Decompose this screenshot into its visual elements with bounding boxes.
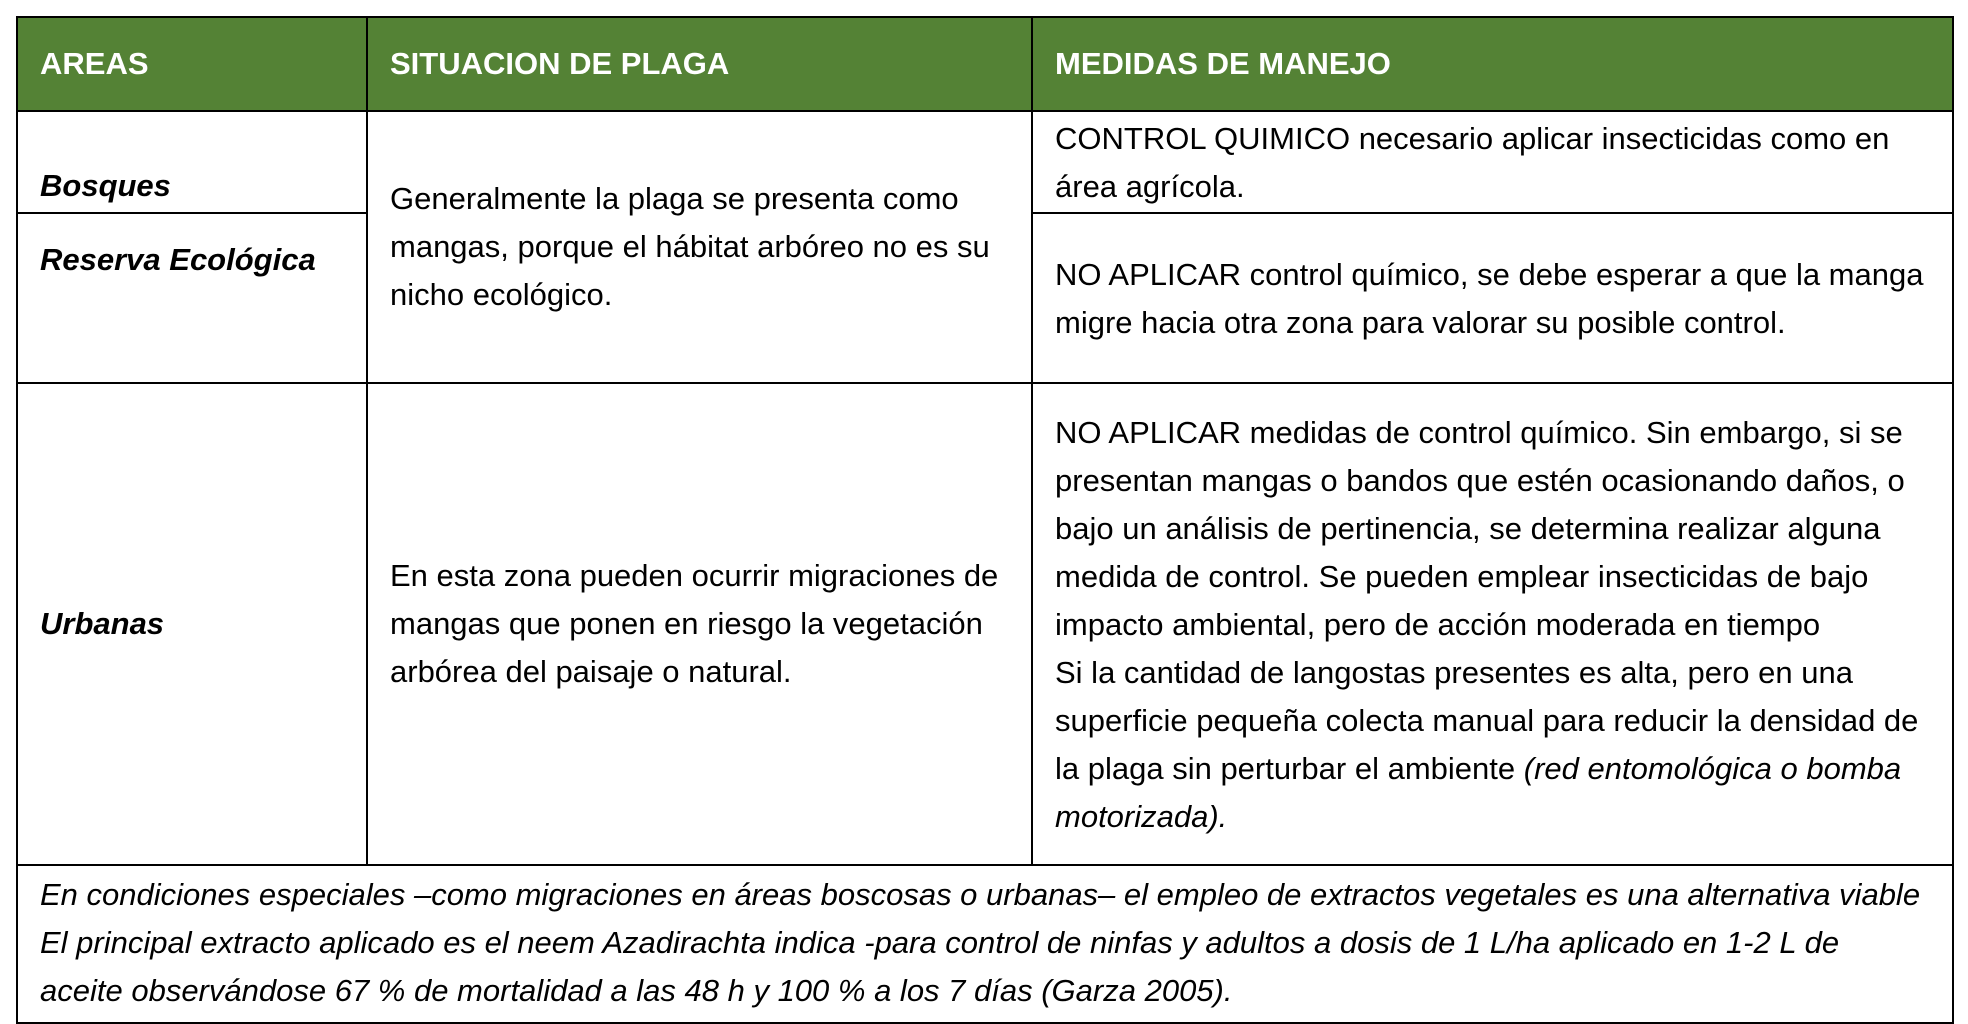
area-urbanas: Urbanas bbox=[17, 383, 367, 865]
medidas-reserva: NO APLICAR control químico, se debe esperar a que la manga migre hacia otra zona para valorar su posible control. bbox=[1032, 213, 1953, 383]
footnote: En condiciones especiales –como migraciones en áreas boscosas o urbanas– el empleo de extractos vegetales es una alternativa viable El principal extracto aplicado es el neem Azadirachta indica -para control de ninfas y adultos a dosis de 1 L/ha aplicado en 1-2 L de aceite observándose 67 % de mortalidad a las 48 h y 100 % a los 7 días (Garza 2005). bbox=[17, 865, 1953, 1023]
medidas-urbanas-p2-italic: (red entomológica o bomba motorizada). bbox=[1055, 751, 1902, 834]
header-situacion: SITUACION DE PLAGA bbox=[367, 17, 1032, 111]
medidas-bosques: CONTROL QUIMICO necesario aplicar insecticidas como en área agrícola. bbox=[1032, 111, 1953, 213]
table-row bbox=[17, 383, 1953, 865]
header-medidas: MEDIDAS DE MANEJO bbox=[1032, 17, 1953, 111]
table-row bbox=[17, 111, 1953, 213]
pest-management-table bbox=[16, 16, 1954, 1024]
situacion-bosques-reserva: Generalmente la plaga se presenta como mangas, porque el hábitat arbóreo no es su nicho ecológico. bbox=[367, 111, 1032, 383]
header-areas: AREAS bbox=[17, 17, 367, 111]
medidas-urbanas bbox=[1032, 383, 1953, 865]
area-reserva: Reserva Ecológica bbox=[17, 213, 367, 383]
header-row bbox=[17, 17, 1953, 111]
medidas-urbanas-p2: Si la cantidad de langostas presentes es alta, pero en una superficie pequeña colecta manual para reducir la densidad de la plaga sin perturbar el ambiente bbox=[1055, 655, 1919, 786]
area-bosques: Bosques bbox=[17, 111, 367, 213]
footnote-row bbox=[17, 865, 1953, 1023]
situacion-urbanas: En esta zona pueden ocurrir migraciones de mangas que ponen en riesgo la vegetación arbórea del paisaje o natural. bbox=[367, 383, 1032, 865]
medidas-urbanas-p1: NO APLICAR medidas de control químico. Sin embargo, si se presentan mangas o bandos que estén ocasionando daños, o bajo un análisis de pertinencia, se determina realizar alguna medida de control. Se pueden emplear insecticidas de bajo impacto ambiental, pero de acción moderada en tiempo bbox=[1055, 415, 1905, 642]
